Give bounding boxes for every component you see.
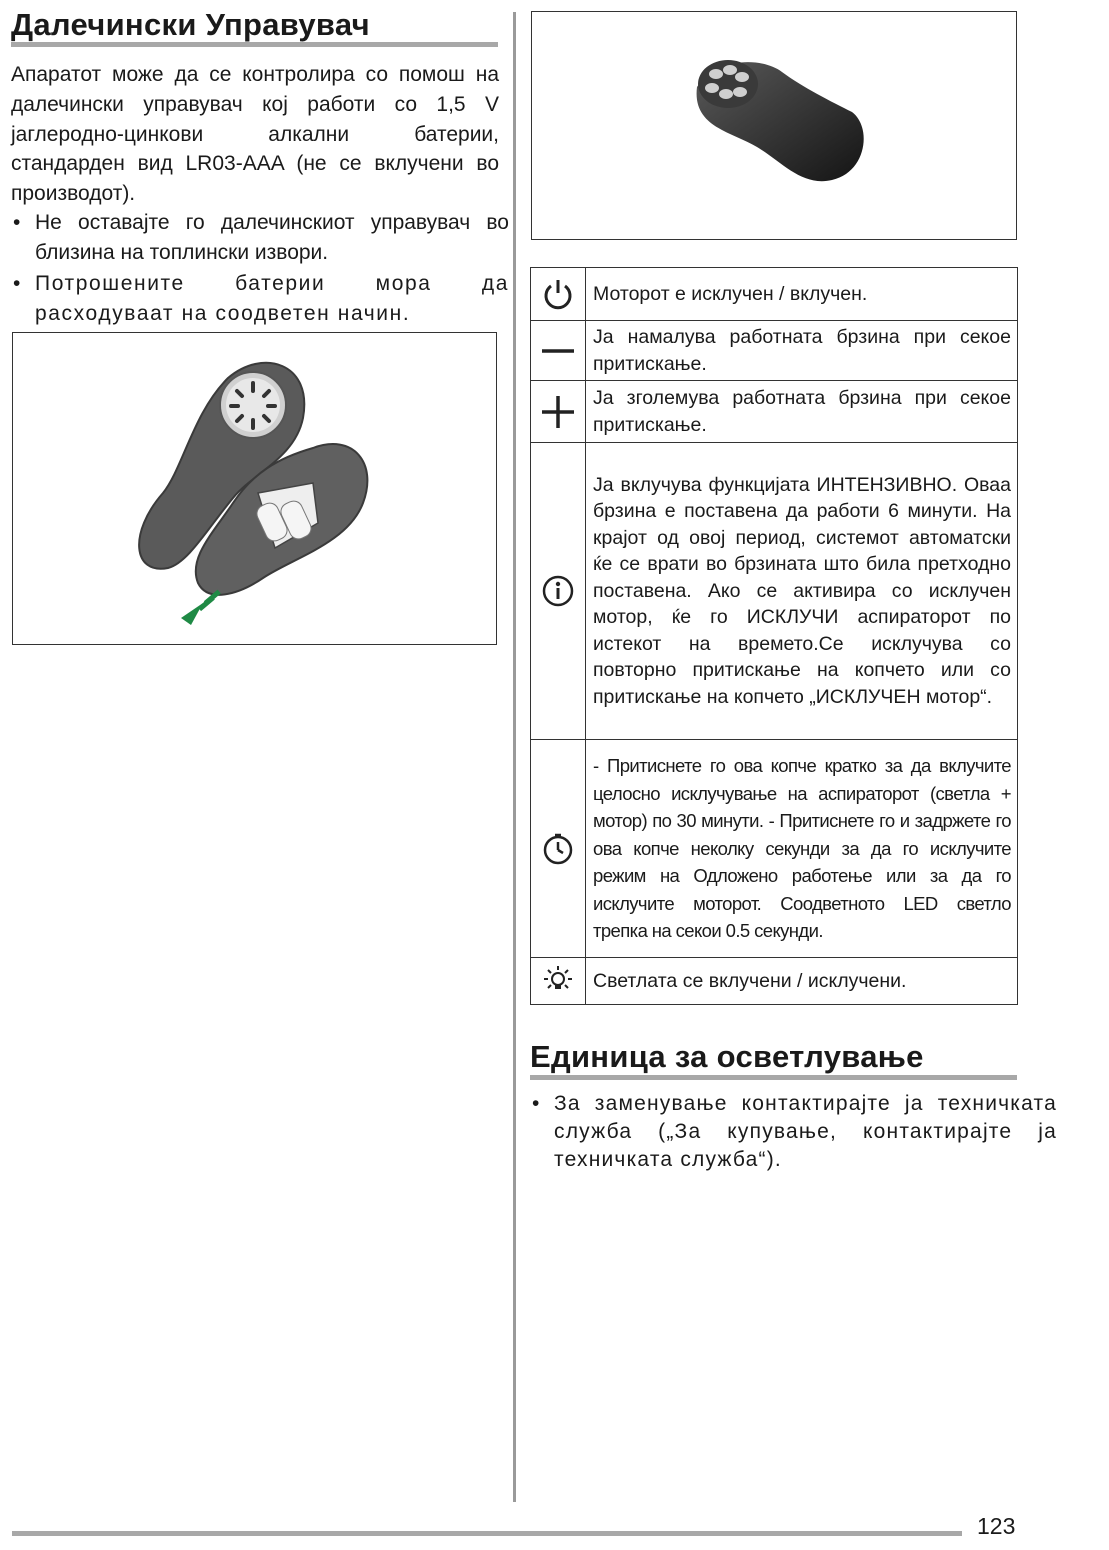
battery-replacement-figure <box>12 332 497 645</box>
table-row <box>531 321 1018 381</box>
remote-photo <box>532 12 1015 238</box>
function-description: - Притиснете го ова копче кратко за да вклучите целосно исклучување на аспираторот (светла + мотор) по 30 минути. - Притиснете го и задржете го ова копче неколку секунди за да го исклучите режим на Одложено работење или за да го исклучите моторот. Соодветното LED светло трепка на секои 0.5 секунди. <box>586 740 1018 958</box>
table-row <box>531 958 1018 1005</box>
function-description: Ја вклучува функцијата ИНТЕНЗИВНО. Оваа брзина е поставена да работи 6 минути. На крајот од овој период, системот автоматски ќе се врати во брзината што била претходно поставена. Ако се активира со исклучен мотор, ќе го ИСКЛУЧИ аспираторот по истекот на времето.Се исклучува со повторно притискање на копчето или со притискање на копчето „ИСКЛУЧЕН мотор“. <box>586 443 1018 740</box>
table-row <box>531 381 1018 443</box>
title-underline <box>11 42 498 47</box>
intensive-icon <box>531 443 586 740</box>
minus-icon <box>531 321 586 381</box>
light-icon <box>531 958 586 1005</box>
table-row <box>531 443 1018 740</box>
timer-icon <box>531 740 586 958</box>
bullet-item: • Потрошените батерии мора да расходуваат на соодветен начин. <box>11 269 509 329</box>
function-description: Ја намалува работната брзина при секое притискање. <box>586 321 1018 381</box>
remote-function-table <box>530 267 1018 1005</box>
remote-battery-illustration <box>13 333 495 643</box>
function-description: Светлата се вклучени / исклучени. <box>586 958 1018 1005</box>
power-icon <box>531 268 586 321</box>
bullet-item: • За заменување контактирајте ја техничката служба („За купување, контактирајте ја техничката служба“). <box>530 1090 1057 1174</box>
section-title-remote: Далечински Управувач <box>11 7 370 42</box>
footer-rule <box>12 1531 962 1536</box>
table-row <box>531 268 1018 321</box>
column-divider <box>513 12 516 1502</box>
function-description: Моторот е исклучен / вклучен. <box>586 268 1018 321</box>
function-description: Ја зголемува работната брзина при секое притискање. <box>586 381 1018 443</box>
section-title-lighting: Единица за осветлување <box>530 1039 924 1074</box>
remote-bullets <box>11 208 509 330</box>
intro-paragraph: Апаратот може да се контролира со помош на далечински управувач кој работи со 1,5 V јаглеродно-цинкови алкални батерии, стандарден вид LR03-AAA (не се вклучени во производот). <box>11 63 499 206</box>
title-underline <box>530 1075 1017 1080</box>
remote-photo-figure <box>531 11 1017 240</box>
plus-icon <box>531 381 586 443</box>
lighting-bullets <box>530 1090 1057 1174</box>
page-number: 123 <box>977 1513 1016 1539</box>
bullet-item: • Не оставајте го далечинскиот управувач во близина на топлински извори. <box>11 208 509 268</box>
table-row <box>531 740 1018 958</box>
